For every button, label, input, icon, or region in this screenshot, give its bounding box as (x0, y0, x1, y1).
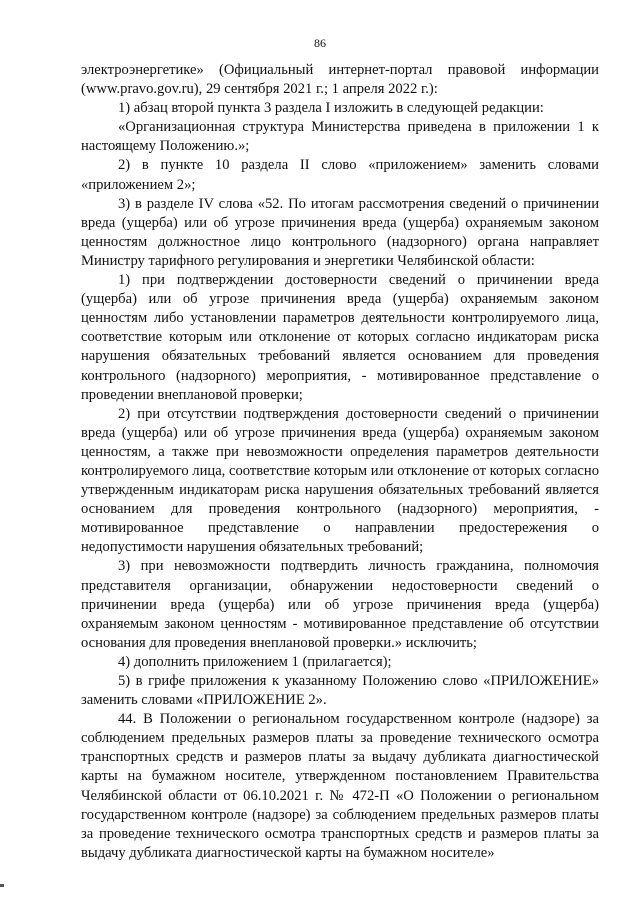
paragraph-subitem-2: 2) при отсутствии подтверждения достоверности сведений о причинении вреда (ущерба) или об угрозе причинения вреда (ущерба) охраняемым законом ценностям, а также при невозможности определения параметров деятельности контролируемого лица, соответствие которым или отклонение от которых согласно утвержденным индикаторам риска нарушения обязательных требований является основанием для проведения контрольного (надзорного) мероприятия, - мотивированное представление о направлении предостережения о недопустимости нарушения обязательных требований; (81, 405, 599, 556)
page-number: 86 (314, 36, 326, 50)
paragraph-item-4: 4) дополнить приложением 1 (прилагается); (118, 653, 392, 670)
paragraph-item-2: 2) в пункте 10 раздела II слово «приложением» заменить словами «приложением 2»; (81, 157, 599, 193)
scan-edge-mark (0, 884, 4, 887)
paragraph-section-44: 44. В Положении о региональном государственном контроле (надзоре) за соблюдением предельных размеров платы за проведение технического осмотра транспортных средств и размеров платы за выдачу дубликата диагностической карты на бумажном носителе, утвержденном постановлением Правительства Челябинской области от 06.10.2021 г. № 472-П «О Положении о региональном государственном контроле (надзоре) за соблюдением предельных размеров платы за проведение технического осмотра транспортных средств и размеров платы за выдачу дубликата диагностической карты на бумажном носителе» (81, 711, 599, 861)
paragraph-quote-structure: «Организационная структура Министерства приведена в приложении 1 к настоящему Положению.»; (81, 119, 599, 155)
paragraph-continuation: электроэнергетике» (Официальный интернет-портал правовой информации (www.pravo.gov.ru), 29 сентября 2021 г.; 1 апреля 2022 г.): (81, 62, 599, 98)
paragraph-subitem-1: 1) при подтверждении достоверности сведений о причинении вреда (ущерба) или об угрозе причинения вреда (ущерба) охраняемым законом ценностям либо установлении параметров деятельности контролируемого лица, соответствие которым или отклонение от которых согласно индикаторам риска нарушения обязательных требований является основанием для проведения контрольного (надзорного) мероприятия, - мотивированное представление о проведении внеплановой проверки; (81, 272, 599, 403)
document-body (81, 61, 599, 863)
paragraph-item-3: 3) в разделе IV слова «52. По итогам рассмотрения сведений о причинении вреда (ущерба) или об угрозе причинения вреда (ущерба) охраняемым законом ценностям должностное лицо контрольного (надзорного) органа направляет Министру тарифного регулирования и энергетики Челябинской области: (81, 195, 599, 269)
paragraph-item-5: 5) в грифе приложения к указанному Положению слово «ПРИЛОЖЕНИЕ» заменить словами «ПРИЛОЖЕНИЕ 2». (81, 673, 599, 709)
paragraph-subitem-3: 3) при невозможности подтвердить личность гражданина, полномочия представителя организации, обнаружении недостоверности сведений о причинении вреда (ущерба) или об угрозе причинения вреда (ущерба) охраняемым законом ценностям - мотивированное представление об отсутствии основания для проведения внеплановой проверки.» исключить; (81, 558, 599, 651)
paragraph-item-1: 1) абзац второй пункта 3 раздела I изложить в следующей редакции: (118, 100, 544, 117)
